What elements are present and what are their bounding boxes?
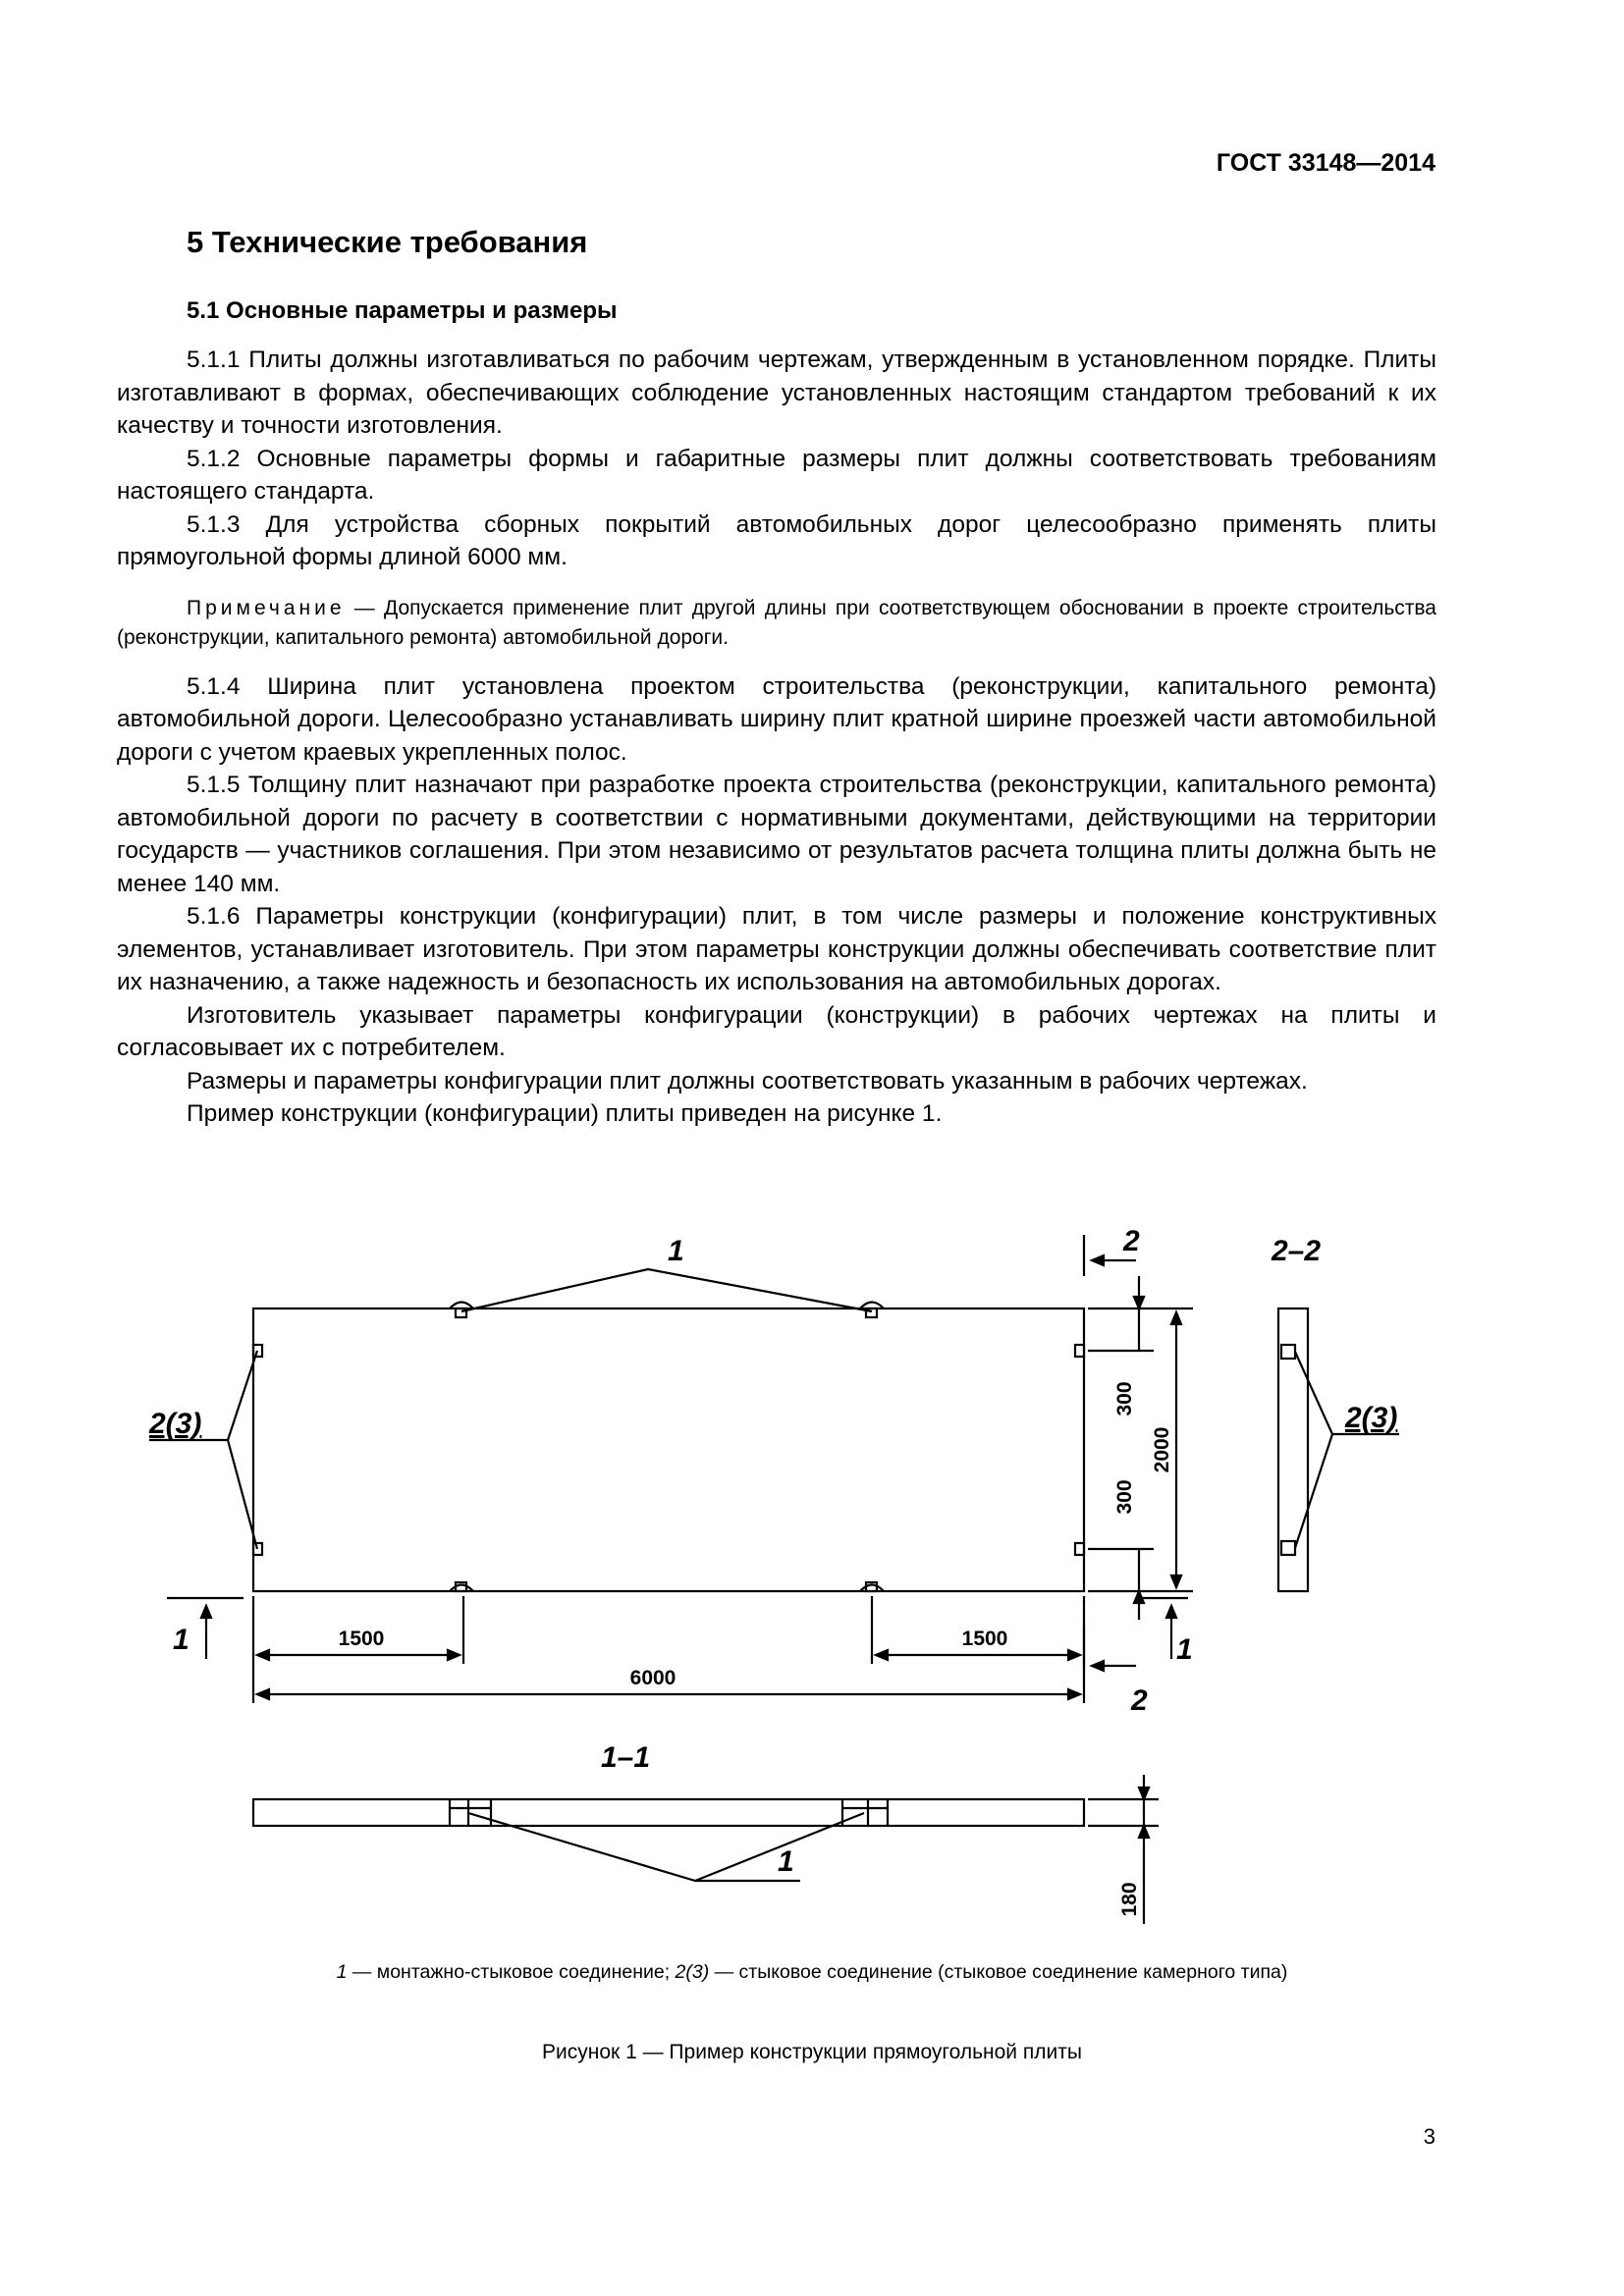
- paragraph-5-1-1: 5.1.1 Плиты должны изготавливаться по рабочим чертежам, утвержденным в установленном порядке. Плиты изготавливают в формах, обеспечивающих соблюдение установленных настоящим стандартом требований к их качеству и точности изготовления.: [117, 347, 1436, 439]
- paragraph-5-1-4: 5.1.4 Ширина плит установлена проектом строительства (реконструкции, капитального ремонта) автомобильной дороги. Целесообразно устанавливать ширину плит кратной ширине проезжей части автомобильной дороги с учетом краевых укрепленных полос.: [117, 672, 1436, 766]
- dim-text-300-top: 300: [1113, 1381, 1136, 1416]
- butt-connection-right-top: [1075, 1345, 1084, 1357]
- label-section-1-right: 1: [1176, 1633, 1193, 1666]
- leader-butt-left: [149, 1351, 257, 1549]
- label-view-1-1: 1–1: [601, 1741, 651, 1774]
- dim-text-2000: 2000: [1151, 1426, 1173, 1473]
- leader-joint-plan: [461, 1269, 872, 1311]
- section-1-1-outline: [253, 1799, 1084, 1826]
- page-number: 3: [1423, 2124, 1435, 2149]
- figure-1-drawing: [0, 1202, 1624, 1988]
- note-text: — Допускается применение плит другой длины при соответствующем обосновании в проекте строительства (реконструкции, капитального ремонта) автомобильной дороги.: [117, 596, 1436, 649]
- paragraph-5-1-3: 5.1.3 Для устройства сборных покрытий автомобильных дорог целесообразно применять плиты прямоугольной формы длиной 6000 мм.: [117, 510, 1436, 570]
- legend-key-2: 2(3): [675, 1961, 710, 1983]
- paragraph-example: Пример конструкции (конфигурации) плиты приведен на рисунке 1.: [187, 1100, 943, 1127]
- figure-legend: [0, 1961, 1624, 1984]
- label-joint-section: 1: [778, 1845, 794, 1878]
- dim-text-180: 180: [1118, 1882, 1141, 1917]
- label-section-2-top: 2: [1123, 1225, 1140, 1257]
- subsection-title: 5.1 Основные параметры и размеры: [187, 297, 618, 324]
- label-butt-left: 2(3): [149, 1408, 202, 1440]
- section-2-2-outline: [1278, 1308, 1308, 1591]
- leader-butt-section: [1295, 1352, 1399, 1548]
- butt-connection-right-bottom: [1075, 1543, 1084, 1555]
- section-title: 5 Технические требования: [187, 225, 588, 259]
- label-section-1-left: 1: [173, 1624, 189, 1656]
- label-section-2-bottom: 2: [1131, 1684, 1148, 1717]
- paragraph-manufacturer: Изготовитель указывает параметры конфигурации (конструкции) в рабочих чертежах на плиты и согласовывает их с потребителем.: [117, 1001, 1436, 1061]
- bottom-joint-left: [450, 1582, 473, 1591]
- note-lead: Примечание: [187, 596, 346, 619]
- legend-text-2: — стыковое соединение (стыковое соединение камерного типа): [709, 1961, 1288, 1983]
- label-joint-plan: 1: [668, 1235, 684, 1267]
- note: [117, 594, 1436, 653]
- figure-caption: Рисунок 1 — Пример конструкции прямоугольной плиты: [542, 2041, 1082, 2063]
- paragraph-5-1-6: 5.1.6 Параметры конструкции (конфигурации) плит, в том числе размеры и положение конструктивных элементов, устанавливает изготовитель. При этом параметры конструкции должны обеспечивать соответствие плит их назначению, а также надежность и безопасность их использования на автомобильных дорогах.: [117, 903, 1436, 995]
- standard-code: ГОСТ 33148—2014: [1216, 149, 1435, 177]
- paragraph-dimensions: Размеры и параметры конфигурации плит должны соответствовать указанным в рабочих чертежах.: [187, 1067, 1308, 1095]
- butt-connection-left-bottom: [253, 1543, 262, 1555]
- legend-key-1: 1: [336, 1961, 348, 1983]
- dim-text-300-bottom: 300: [1113, 1479, 1136, 1515]
- dim-text-1500-left: 1500: [338, 1628, 385, 1650]
- label-view-2-2: 2–2: [1272, 1235, 1322, 1267]
- paragraph-5-1-2: 5.1.2 Основные параметры формы и габаритные размеры плит должны соответствовать требованиям настоящего стандарта.: [117, 445, 1436, 505]
- dim-text-6000: 6000: [629, 1667, 677, 1689]
- body-text: [117, 344, 1436, 1131]
- legend-text-1: — монтажно-стыковое соединение;: [347, 1961, 676, 1983]
- slab-plan-outline: [253, 1308, 1084, 1591]
- paragraph-5-1-5: 5.1.5 Толщину плит назначают при разработке проекта строительства (реконструкции, капитального ремонта) автомобильной дороги по расчету в соответствии с нормативными документами, действующими на территории государств — участников соглашения. При этом независимо от результатов расчета толщина плиты должна быть не менее 140 мм.: [117, 772, 1436, 897]
- leader-joint-section: [468, 1813, 864, 1881]
- label-butt-section: 2(3): [1345, 1402, 1398, 1434]
- butt-connection-left-top: [253, 1345, 262, 1357]
- dim-text-1500-right: 1500: [961, 1628, 1008, 1650]
- bottom-joint-right: [860, 1582, 884, 1591]
